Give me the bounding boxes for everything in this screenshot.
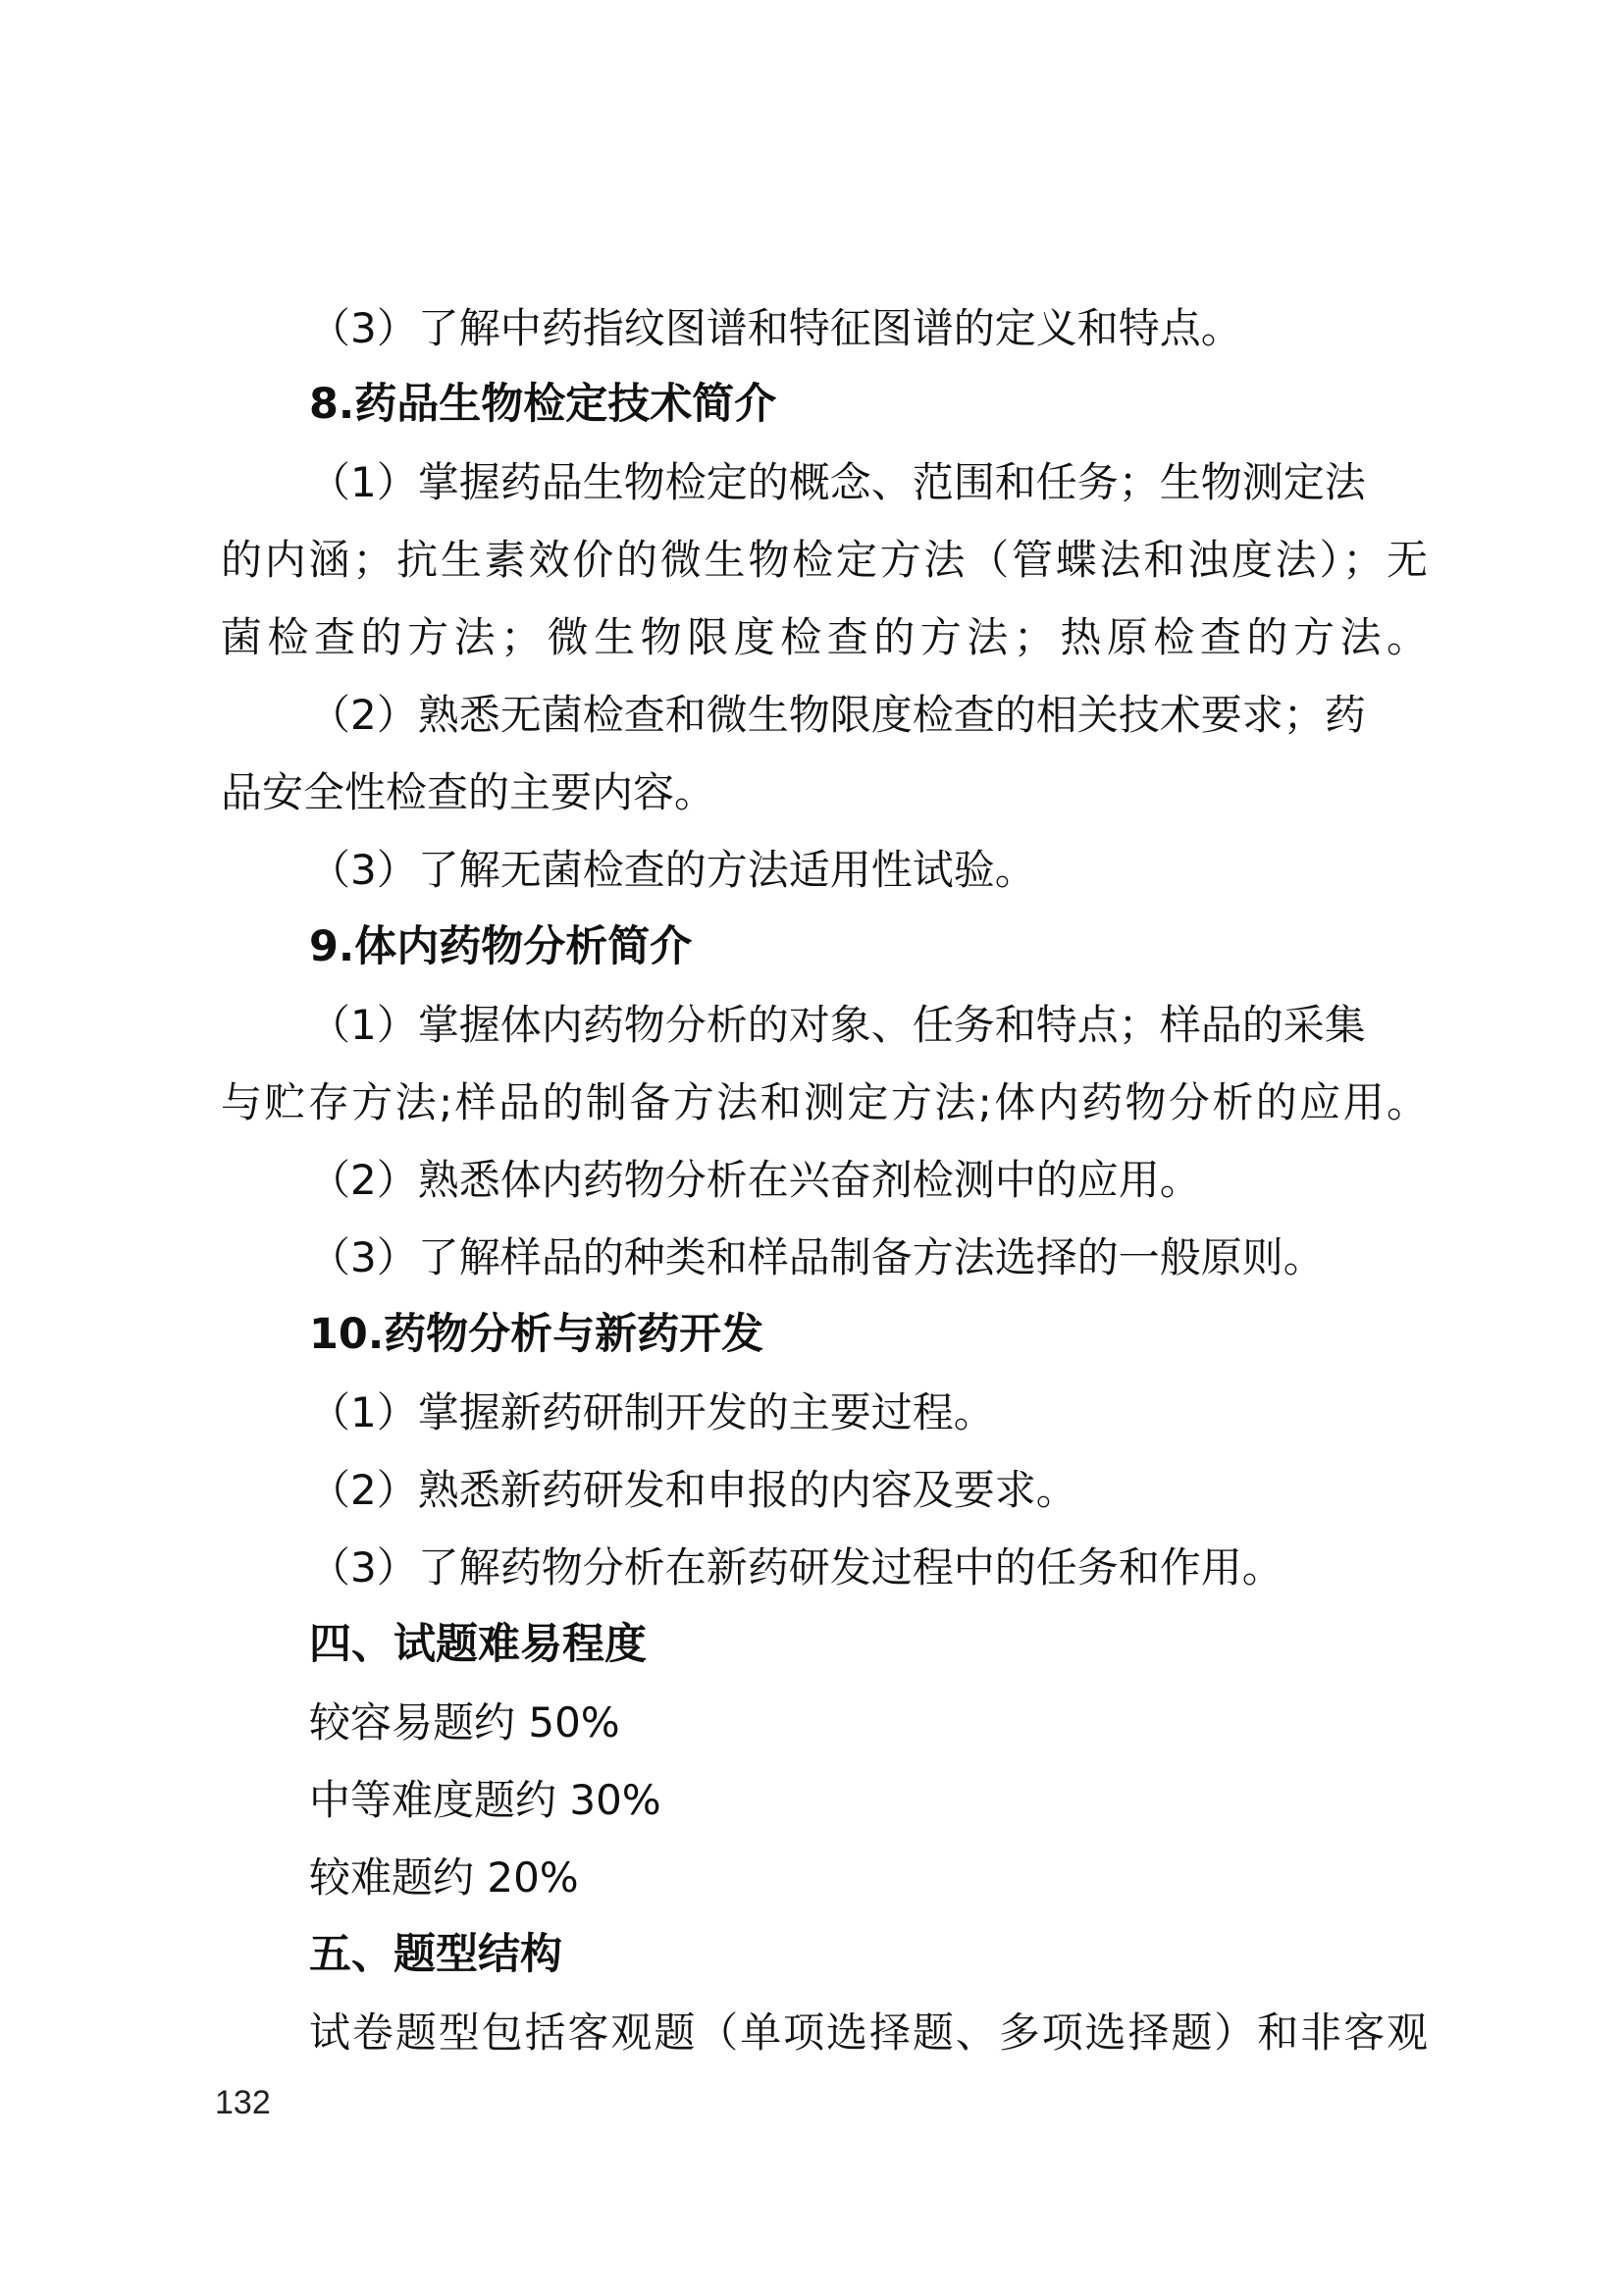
body-text-line: 试卷题型包括客观题（单项选择题、多项选择题）和非客观 — [309, 2008, 1428, 2057]
body-text-line: 的内涵；抗生素效价的微生物检定方法（管蝶法和浊度法）；无 — [221, 536, 1428, 584]
body-text-line: （1）掌握药品生物检定的概念、范围和任务；生物测定法 — [309, 458, 1366, 506]
section-heading: 五、题型结构 — [309, 1930, 562, 1979]
body-text-line: （3）了解无菌检查的方法适用性试验。 — [309, 846, 1036, 894]
body-text-line: 品安全性检查的主要内容。 — [221, 768, 716, 816]
body-text-line: 菌检查的方法；微生物限度检查的方法；热原检查的方法。 — [221, 613, 1428, 661]
body-text-line: （1）掌握新药研制开发的主要过程。 — [309, 1388, 995, 1436]
body-text-line: （3）了解药物分析在新药研发过程中的任务和作用。 — [309, 1543, 1283, 1591]
body-text-line: 较容易题约 50% — [309, 1698, 620, 1747]
body-text-line: （3）了解中药指纹图谱和特征图谱的定义和特点。 — [309, 304, 1242, 352]
section-heading: 10.药物分析与新药开发 — [309, 1310, 764, 1359]
body-text-line: 较难题约 20% — [309, 1853, 579, 1902]
section-heading: 四、试题难易程度 — [309, 1620, 647, 1669]
body-text-line: 与贮存方法;样品的制备方法和测定方法;体内药物分析的应用。 — [221, 1078, 1428, 1126]
body-text-line: （2）熟悉新药研发和申报的内容及要求。 — [309, 1466, 1077, 1514]
body-text-line: （3）了解样品的种类和样品制备方法选择的一般原则。 — [309, 1233, 1325, 1281]
body-text-line: （2）熟悉体内药物分析在兴奋剂检测中的应用。 — [309, 1156, 1201, 1204]
section-heading: 8.药品生物检定技术简介 — [309, 380, 777, 429]
body-text-line: （2）熟悉无菌检查和微生物限度检查的相关技术要求；药 — [309, 691, 1366, 739]
body-text-line: 中等难度题约 30% — [309, 1776, 661, 1824]
section-heading: 9.体内药物分析简介 — [309, 922, 693, 971]
body-text-line: （1）掌握体内药物分析的对象、任务和特点；样品的采集 — [309, 1001, 1366, 1049]
page-number: 132 — [215, 2084, 271, 2121]
